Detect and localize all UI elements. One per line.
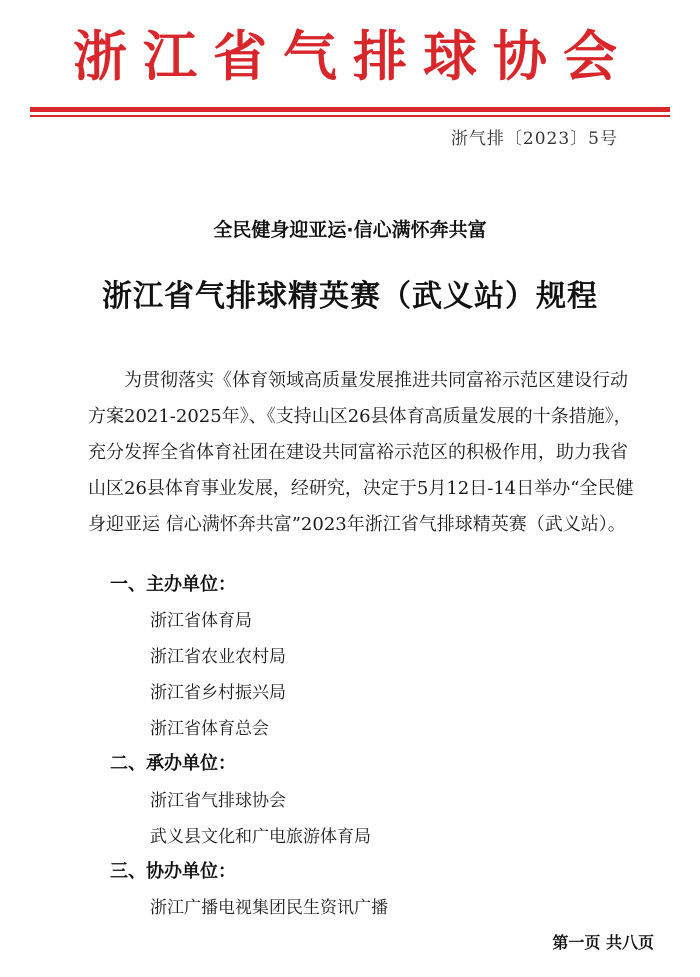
intro-line: 方案2021-2025年》、《支持山区26县体育高质量发展的十条措施》，	[88, 406, 632, 427]
document-subtitle: 全民健身迎亚运·信心满怀奔共富	[213, 219, 487, 241]
intro-line: 山区26县体育事业发展，经研究，决定于5月12日-14日举办“全民健	[88, 478, 634, 499]
organizer-item: 浙江省农业农村局	[150, 647, 286, 667]
host-item: 武义县文化和广电旅游体育局	[150, 827, 371, 847]
organizer-item: 浙江省体育局	[150, 611, 252, 631]
header-red-rule	[30, 107, 670, 112]
organizer-item: 浙江省体育总会	[150, 719, 269, 739]
co-organizer-item: 浙江广播电视集团民生资讯广播	[150, 898, 388, 918]
organization-header: 浙江省气排球协会	[73, 25, 633, 88]
page-number: 第一页 共八页	[552, 933, 654, 952]
intro-line: 为贯彻落实《体育领域高质量发展推进共同富裕示范区建设行动	[124, 370, 628, 391]
host-item: 浙江省气排球协会	[150, 791, 286, 811]
intro-line: 身迎亚运 信心满怀奔共富”2023年浙江省气排球精英赛（武义站）。	[88, 514, 626, 535]
organizer-item: 浙江省乡村振兴局	[150, 683, 286, 703]
header-red-rule-thin	[30, 115, 670, 117]
intro-line: 充分发挥全省体育社团在建设共同富裕示范区的积极作用，助力我省	[88, 442, 628, 463]
section-heading-co-organizer: 三、协办单位：	[110, 861, 236, 882]
section-heading-host: 二、承办单位：	[110, 753, 236, 774]
intro-paragraph	[88, 363, 634, 543]
section-heading-organizer: 一、主办单位：	[110, 574, 236, 595]
document-number: 浙气排〔2023〕5号	[450, 129, 618, 149]
document-title: 浙江省气排球精英赛（武义站）规程	[102, 279, 598, 314]
